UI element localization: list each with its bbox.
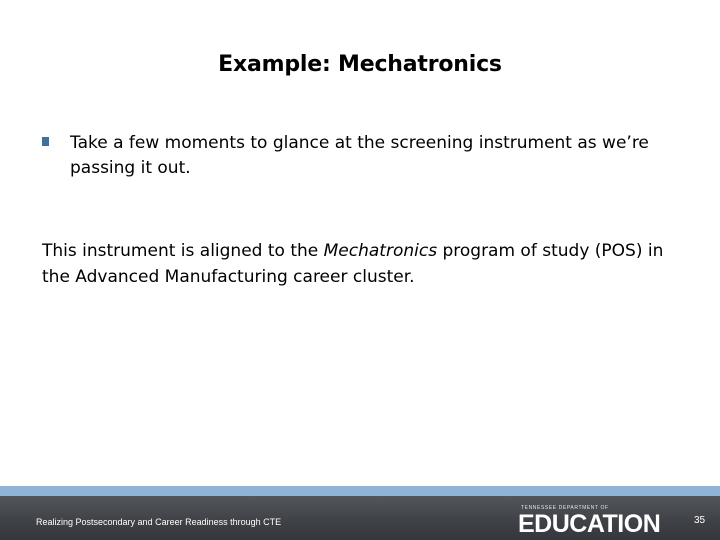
bullet-item bbox=[42, 131, 682, 181]
paragraph-text-start: This instrument is aligned to the bbox=[42, 241, 324, 261]
bullet-text: Take a few moments to glance at the screening instrument as we’re passing it out. bbox=[70, 133, 649, 178]
logo-department-text: TENNESSEE DEPARTMENT OF bbox=[521, 505, 609, 511]
footer-accent-stripe bbox=[0, 486, 720, 496]
education-logo: EDUCATION bbox=[518, 510, 661, 538]
square-bullet-icon bbox=[42, 137, 49, 146]
paragraph-emphasis: Mechatronics bbox=[323, 241, 438, 261]
slide-title: Example: Mechatronics bbox=[218, 52, 502, 77]
footer-text: Realizing Postsecondary and Career Readiness through CTE bbox=[36, 517, 282, 527]
body-paragraph bbox=[42, 238, 692, 290]
page-number: 35 bbox=[694, 515, 706, 526]
paragraph-text-end: program of study (POS) in the Advanced Manufacturing career cluster. bbox=[42, 241, 664, 287]
